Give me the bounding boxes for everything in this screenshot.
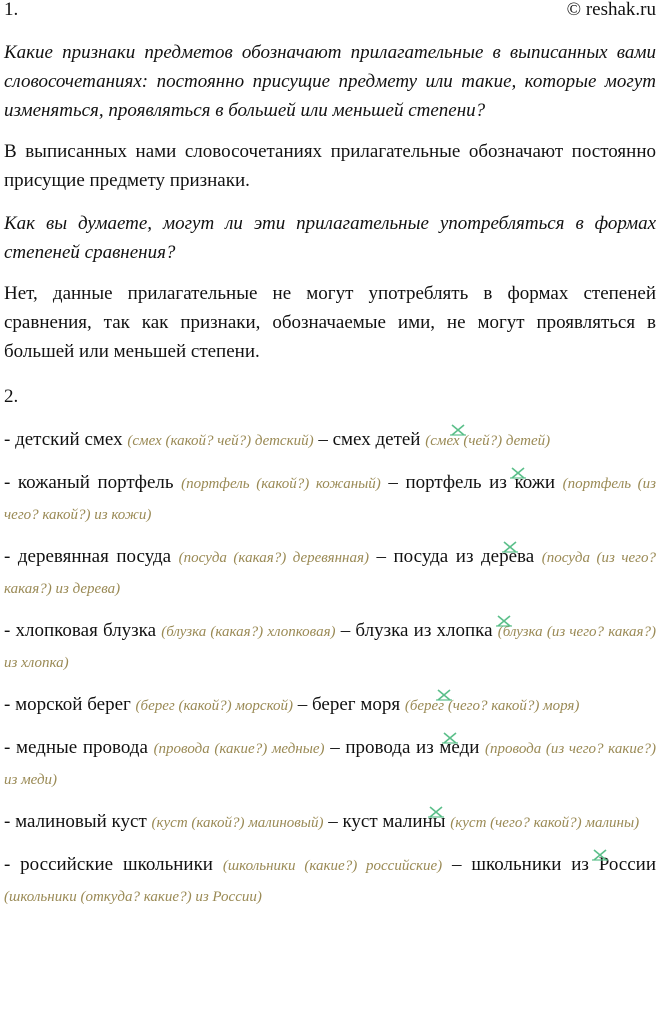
phrase-hint: (блузка (какая?) хлопковая)	[161, 624, 336, 640]
phrase-noun: берег моря	[312, 694, 401, 715]
phrase-noun: посуда из дерева	[393, 546, 535, 567]
dash: –	[452, 854, 462, 875]
dash: –	[340, 620, 351, 641]
question-1: Какие признаки предметов обозначают прилагательные в выписанных вами словосочетаниях: постоянно присущие предмету или такие, которые могут изменяться, проявляться в большей или меньшей степени?	[4, 42, 656, 121]
phrase-hint: (посуда (какая?) деревянная)	[178, 550, 369, 566]
phrase-hint: (провода (какие?) медные)	[153, 741, 325, 757]
phrase-adjective: - медные провода	[4, 737, 148, 758]
dash: –	[318, 429, 328, 450]
main-word-cross-mark-icon	[510, 466, 526, 480]
list-item	[4, 850, 656, 912]
dash: –	[376, 546, 386, 567]
main-word-cross-mark-icon	[450, 423, 466, 437]
phrase-hint: (школьники (откуда? какие?) из России)	[4, 889, 262, 905]
list-item	[4, 690, 656, 721]
list-item	[4, 425, 656, 456]
phrase-adjective: - российские школьники	[4, 854, 213, 875]
phrase-hint: (куст (чего? какой?) малины)	[450, 815, 640, 831]
task-number: 1.	[4, 0, 19, 20]
main-word-cross-mark-icon	[442, 731, 458, 745]
phrase-adjective: - морской берег	[4, 694, 131, 715]
phrase-noun: портфель из кожи	[405, 472, 556, 493]
phrase-adjective: - кожаный портфель	[4, 472, 174, 493]
main-word-cross-mark-icon	[436, 688, 452, 702]
header	[4, 0, 656, 24]
phrase-adjective: - деревянная посуда	[4, 546, 172, 567]
phrase-adjective: - детский смех	[4, 429, 123, 450]
dash: –	[297, 694, 308, 715]
phrase-adjective: - малиновый куст	[4, 811, 147, 832]
phrase-hint: (школьники (какие?) российские)	[222, 858, 443, 874]
phrase-hint: (смех (какой? чей?) детский)	[127, 433, 314, 449]
main-word-cross-mark-icon	[496, 614, 512, 628]
phrase-hint: (берег (чего? какой?) моря)	[404, 698, 580, 714]
phrase-noun: провода из меди	[345, 737, 480, 758]
site-watermark: © reshak.ru	[566, 0, 656, 20]
phrase-noun: школьники из России	[471, 854, 657, 875]
list-item	[4, 468, 656, 530]
section-2-number: 2.	[4, 386, 19, 407]
answer-1: В выписанных нами словосочетаниях прилагательные обозначают постоянно присущие предмету признаки.	[4, 141, 656, 191]
question-2: Как вы думаете, могут ли эти прилагательные употребляться в формах степеней сравнения?	[4, 213, 656, 263]
phrase-hint: (куст (какой?) малиновый)	[151, 815, 324, 831]
list-item	[4, 542, 656, 604]
list-item	[4, 616, 656, 678]
phrase-adjective: - хлопковая блузка	[4, 620, 157, 641]
dash: –	[388, 472, 398, 493]
phrase-hint: (портфель (какой?) кожаный)	[181, 476, 381, 492]
list-item	[4, 733, 656, 795]
main-word-cross-mark-icon	[502, 540, 518, 554]
phrase-hint: (посуда (из чего? какая?) из дерева)	[4, 550, 657, 597]
phrase-hint: (портфель (из чего? какой?) из кожи)	[4, 476, 657, 523]
dash: –	[328, 811, 338, 832]
dash: –	[330, 737, 340, 758]
document-page	[4, 0, 656, 924]
phrase-noun: блузка из хлопка	[355, 620, 493, 641]
phrase-noun: куст малины	[342, 811, 446, 832]
list-item	[4, 807, 656, 838]
phrase-noun: смех детей	[332, 429, 421, 450]
main-word-cross-mark-icon	[428, 805, 444, 819]
phrase-hint: (смех (чей?) детей)	[425, 433, 551, 449]
phrase-hint: (берег (какой?) морской)	[135, 698, 294, 714]
answer-2: Нет, данные прилагательные не могут употреблять в формах степеней сравнения, так как признаки, обозначаемые ими, не могут проявляться в большей или меньшей степени.	[4, 283, 656, 362]
phrase-list	[4, 425, 656, 912]
main-word-cross-mark-icon	[592, 848, 608, 862]
phrase-hint: (провода (из чего? какие?) из меди)	[4, 741, 656, 788]
phrase-hint: (блузка (из чего? какая?) из хлопка)	[4, 624, 656, 671]
